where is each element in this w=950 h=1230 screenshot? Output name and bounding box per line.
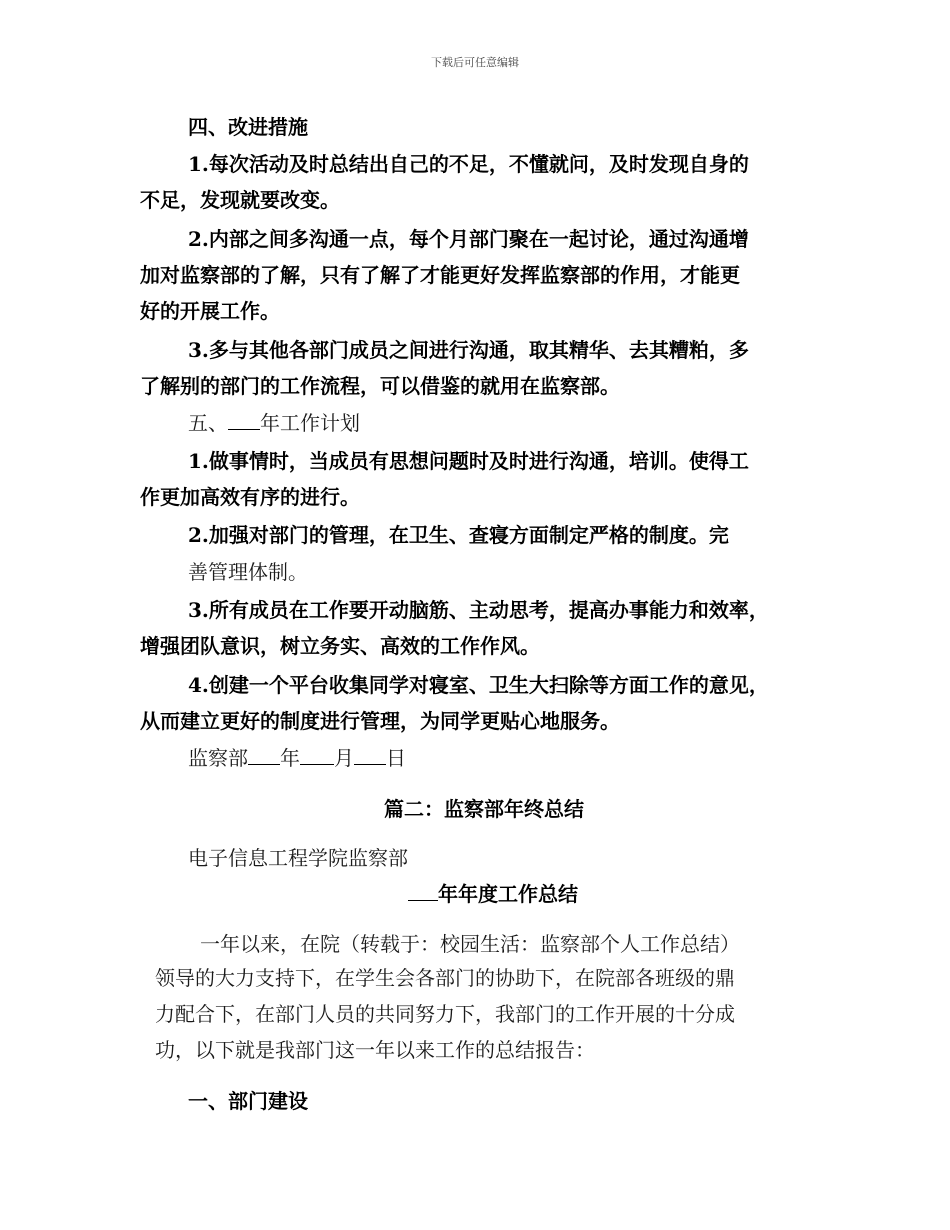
intro-line2: 领导的大力支持下，在学生会各部门的协助下，在院部各班级的鼎 — [155, 966, 735, 990]
section5-item1-line2: 作更加高效有序的进行。 — [140, 485, 360, 509]
page-header: 下载后可任意编辑 — [431, 56, 519, 69]
section5-item2-line2: 善管理体制。 — [188, 560, 308, 584]
section5-item3-line1: 3.所有成员在工作要开动脑筋、主动思考，提高办事能力和效率， — [188, 598, 769, 622]
part2-subtitle — [408, 880, 578, 908]
section5-heading — [188, 409, 360, 437]
section4-item2-line1: 2.内部之间多沟通一点，每个月部门聚在一起讨论，通过沟通增 — [188, 227, 749, 251]
section4-item1-line2: 不足，发现就要改变。 — [140, 188, 340, 212]
section4-item2-line3: 好的开展工作。 — [140, 299, 280, 323]
section5-item4-line2: 从而建立更好的制度进行管理，为同学更贴心地服务。 — [140, 709, 620, 733]
part2-title: 篇二：监察部年终总结 — [384, 797, 584, 821]
section5-heading-prefix: 五、 — [188, 411, 228, 435]
subtitle-year-blank — [408, 882, 438, 901]
signature-year: 年 — [280, 746, 300, 770]
part2-section1-heading: 一、部门建设 — [188, 1089, 308, 1113]
signature-month: 月 — [334, 746, 354, 770]
section4-item3-line2: 了解别的部门的工作流程，可以借鉴的就用在监察部。 — [140, 374, 620, 398]
section5-item1-line1: 1.做事情时，当成员有思想问题时及时进行沟通，培训。使得工 — [188, 449, 749, 473]
signature-line — [188, 744, 406, 772]
intro-line3: 力配合下，在部门人员的共同努力下，我部门的工作开展的十分成 — [155, 1002, 735, 1026]
section5-item4-line1: 4.创建一个平台收集同学对寝室、卫生大扫除等方面工作的意见， — [188, 673, 769, 697]
section4-item2-line2: 加对监察部的了解，只有了解了才能更好发挥监察部的作用，才能更 — [140, 263, 740, 287]
sig-day-blank — [354, 746, 386, 765]
section5-item3-line2: 增强团队意识，树立务实、高效的工作作风。 — [140, 634, 540, 658]
section5-heading-suffix: 年工作计划 — [260, 411, 360, 435]
year-blank — [228, 411, 260, 430]
sig-year-blank — [248, 746, 280, 765]
section5-item2-line1: 2.加强对部门的管理，在卫生、查寝方面制定严格的制度。完 — [188, 523, 729, 547]
section4-item1-line1: 1.每次活动及时总结出自己的不足，不懂就问，及时发现自身的 — [188, 152, 749, 176]
intro-line1: 一年以来，在院（转载于：校园生活：监察部个人工作总结） — [200, 932, 740, 956]
intro-line4: 功，以下就是我部门这一年以来工作的总结报告： — [155, 1038, 595, 1062]
signature-day: 日 — [386, 746, 406, 770]
sig-month-blank — [300, 746, 334, 765]
section4-item3-line1: 3.多与其他各部门成员之间进行沟通，取其精华、去其糟粕，多 — [188, 338, 749, 362]
section4-heading: 四、改进措施 — [188, 115, 308, 139]
part2-subtitle-text: 年年度工作总结 — [438, 882, 578, 906]
part2-org: 电子信息工程学院监察部 — [188, 846, 408, 870]
signature-dept: 监察部 — [188, 746, 248, 770]
